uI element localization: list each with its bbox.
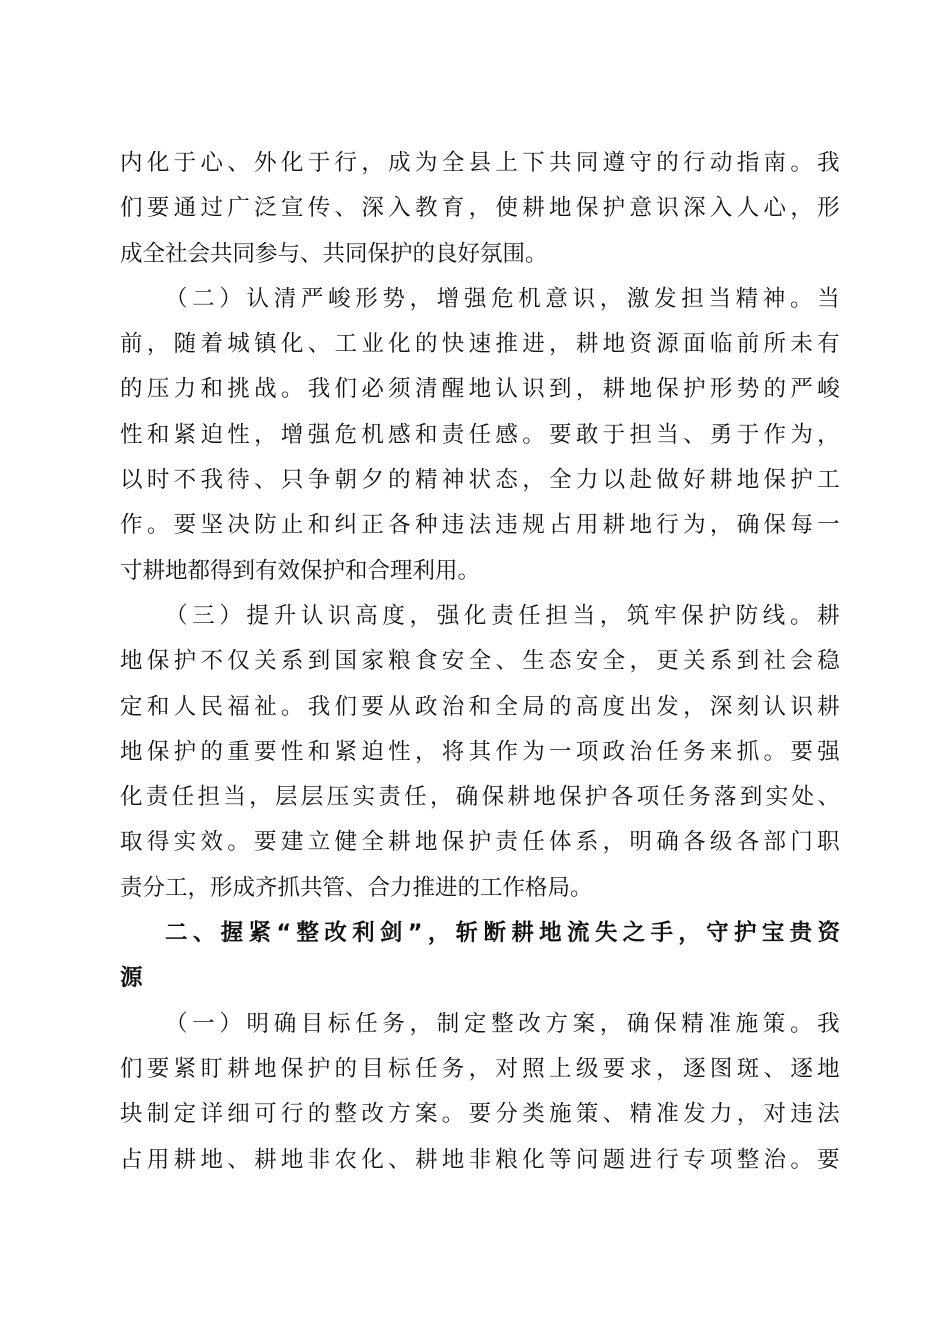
text-line: 内 化 于 心 、 外 化 于 行 ， 成 为 全 县 上 下 共 同 遵 守 的 行 动 指 南 。 我 <box>120 150 840 176</box>
text-line: 作 。 要 坚 决 防 止 和 纠 正 各 种 违 法 违 规 占 用 耕 地 行 为 ， 确 保 每 一 <box>120 512 840 539</box>
text-line: 们 要 紧 盯 耕 地 保 护 的 目 标 任 务 ， 对 照 上 级 要 求 ， 逐 图 斑 、 逐 地 <box>120 1055 840 1082</box>
text-line: 们 要 通 过 广 泛 宣 传 、 深 入 教 育 ， 使 耕 地 保 护 意 识 深 入 人 心 ， 形 <box>120 195 840 222</box>
section-heading-line: 源 <box>120 965 143 992</box>
text-line: 地 保 护 的 重 要 性 和 紧 迫 性 ， 将 其 作 为 一 项 政 治 任 务 来 抓 。 要 强 <box>120 738 840 765</box>
text-line: 责分工，形成齐抓共管、合力推进的工作格局。 <box>120 874 593 901</box>
text-line: 占 用 耕 地 、 耕 地 非 农 化 、 耕 地 非 粮 化 等 问 题 进 行 专 项 整 治 。 要 <box>120 1146 840 1173</box>
section-heading-line: 二 、 握 紧 “ 整 改 利 剑 ” ， 斩 断 耕 地 流 失 之 手 ， 守 护 宝 贵 资 <box>165 920 840 947</box>
paragraph-p4 <box>120 1002 840 1183</box>
subsection-heading-line: （ 三 ） 提 升 认 识 高 度 ， 强 化 责 任 担 当 ， 筑 牢 保 护 防 线 。 耕 <box>165 602 840 629</box>
section-heading <box>120 911 840 1002</box>
subsection-heading-line: （ 一 ） 明 确 目 标 任 务 ， 制 定 整 改 方 案 ， 确 保 精 准 施 策 。 我 <box>165 1010 840 1037</box>
text-line: 成全社会共同参与、共同保护的良好氛围。 <box>120 240 548 267</box>
document-page <box>120 141 840 1183</box>
paragraph-p2 <box>120 277 840 594</box>
subsection-heading-line: （ 二 ） 认 清 严 峻 形 势 ， 增 强 危 机 意 识 ， 激 发 担 当 精 神 。 当 <box>165 285 840 312</box>
paragraph-p1 <box>120 141 840 277</box>
text-line: 前 ， 随 着 城 镇 化 、 工 业 化 的 快 速 推 进 ， 耕 地 资 源 面 临 前 所 未 有 <box>120 331 840 358</box>
text-line: 块 制 定 详 细 可 行 的 整 改 方 案 。 要 分 类 施 策 、 精 准 发 力 ， 对 违 法 <box>120 1101 840 1128</box>
text-line: 的 压 力 和 挑 战 。 我 们 必 须 清 醒 地 认 识 到 ， 耕 地 保 护 形 势 的 严 峻 <box>120 376 840 403</box>
text-line: 性 和 紧 迫 性 ， 增 强 危 机 感 和 责 任 感 。 要 敢 于 担 当 、 勇 于 作 为 ， <box>120 421 840 448</box>
text-line: 寸耕地都得到有效保护和合理利用。 <box>120 557 481 584</box>
paragraph-p3 <box>120 594 840 911</box>
text-line: 化 责 任 担 当 ， 层 层 压 实 责 任 ， 确 保 耕 地 保 护 各 项 任 务 落 到 实 处 、 <box>120 784 840 811</box>
text-line: 以 时 不 我 待 、 只 争 朝 夕 的 精 神 状 态 ， 全 力 以 赴 做 好 耕 地 保 护 工 <box>120 467 840 494</box>
text-line: 取 得 实 效 。 要 建 立 健 全 耕 地 保 护 责 任 体 系 ， 明 确 各 级 各 部 门 职 <box>120 829 840 856</box>
text-line: 地 保 护 不 仅 关 系 到 国 家 粮 食 安 全 、 生 态 安 全 ， 更 关 系 到 社 会 稳 <box>120 648 840 675</box>
text-line: 定 和 人 民 福 祉 。 我 们 要 从 政 治 和 全 局 的 高 度 出 发 ， 深 刻 认 识 耕 <box>120 693 840 720</box>
